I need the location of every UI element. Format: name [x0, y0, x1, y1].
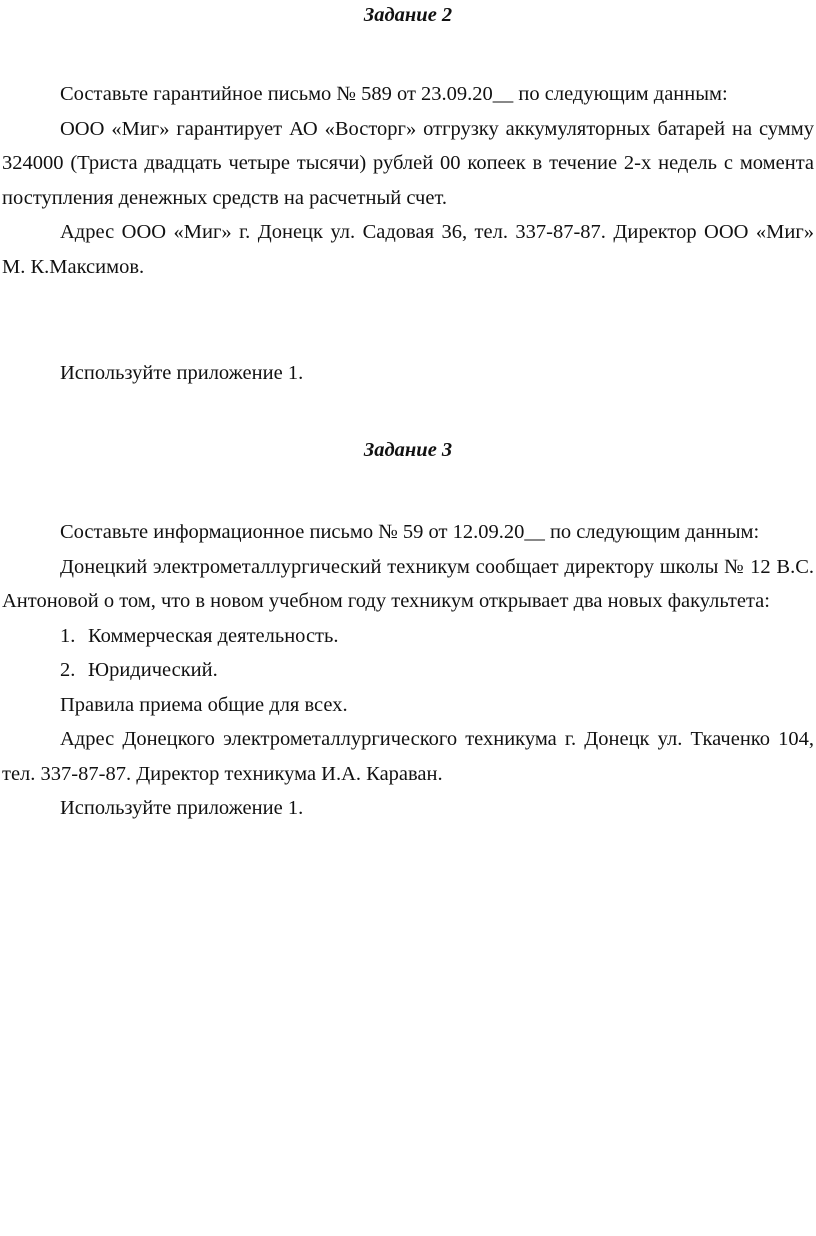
list-item	[2, 619, 814, 654]
task-2-details: ООО «Миг» гарантирует АО «Восторг» отгрузку аккумуляторных батарей на сумму 324000 (Триста двадцать четыре тысячи) рублей 00 копеек в течение 2-х недель с момента поступления денежных средств на расчетный счет.	[2, 117, 814, 209]
task-3-heading: Задание 3	[363, 439, 453, 461]
task-2-instruction: Составьте гарантийное письмо № 589 от 23.09.20__ по следующим данным:	[60, 83, 728, 105]
list-item-number: 2.	[60, 659, 76, 681]
task-2-body	[2, 77, 814, 284]
list-item	[2, 653, 814, 688]
task-2-note: Используйте приложение 1.	[60, 362, 304, 384]
task-3-body	[2, 515, 814, 826]
task-3-details: Донецкий электрометаллургический техникум сообщает директору школы № 12 В.С. Антоновой о том, что в новом учебном году техникум открывает два новых факультета:	[2, 555, 814, 612]
task-3-address: Адрес Донецкого электрометаллургического техникума г. Донецк ул. Ткаченко 104, тел. 337-87-87. Директор техникума И.А. Караван.	[2, 728, 814, 785]
task-2-heading: Задание 2	[363, 4, 453, 26]
list-item-number: 1.	[60, 624, 76, 647]
list-item-text: Юридический.	[88, 659, 218, 681]
task-3-note: Используйте приложение 1.	[60, 797, 304, 819]
list-item-text: Коммерческая деятельность.	[88, 624, 339, 647]
task-2-address: Адрес ООО «Миг» г. Донецк ул. Садовая 36, тел. 337-87-87. Директор ООО «Миг» М. К.Максимов.	[2, 221, 814, 278]
task-3-rules: Правила приема общие для всех.	[60, 693, 348, 716]
task-3-instruction: Составьте информационное письмо № 59 от 12.09.20__ по следующим данным:	[60, 521, 760, 543]
